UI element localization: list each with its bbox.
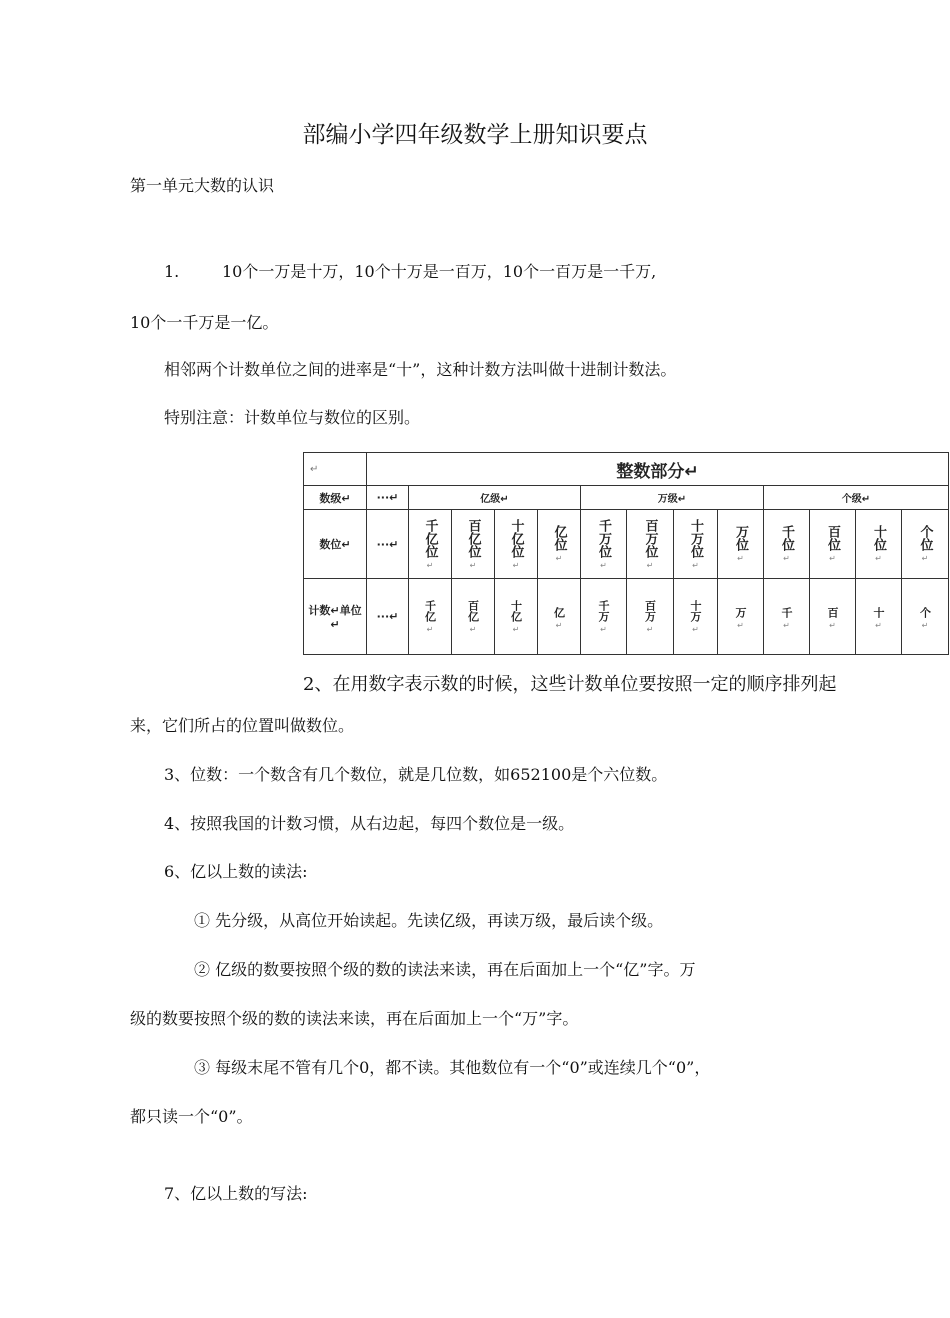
reading-rule-3-line1: ③ 每级末尾不管有几个0，都不读。其他数位有一个“0”或连续几个“0”，: [194, 1058, 711, 1077]
return-mark: ↵: [469, 624, 477, 634]
return-mark: ↵: [829, 621, 836, 630]
position-label: 百亿位: [465, 518, 481, 558]
return-mark: ↵: [512, 624, 520, 634]
position-label: 千位: [779, 525, 794, 551]
unit-cell: [409, 579, 452, 655]
position-cell: [810, 510, 856, 579]
level-dots: ···↵: [367, 486, 409, 510]
unit-cell: [627, 579, 674, 655]
item1-line1: 10个一万是十万，10个十万是一百万，10个一百万是一千万,: [222, 262, 657, 281]
page-title: 部编小学四年级数学上册知识要点: [302, 122, 648, 148]
position-label: 万位: [733, 525, 748, 551]
row-label-position: 数位↵: [304, 510, 367, 579]
unit-cell: [810, 579, 856, 655]
item1-line2: 10个一千万是一亿。: [130, 313, 279, 332]
item4-paragraph: 4、按照我国的计数习惯，从右边起，每四个数位是一级。: [164, 814, 575, 833]
place-value-table: [303, 452, 949, 655]
position-cell: [856, 510, 902, 579]
return-mark: ↵: [875, 621, 882, 630]
position-cell: [581, 510, 627, 579]
item1-number: 1.: [164, 262, 180, 281]
return-mark: ↵: [921, 554, 929, 563]
return-mark: ↵: [426, 624, 434, 634]
return-mark: ↵: [829, 554, 836, 563]
table-corner-cell: ↵: [304, 453, 367, 486]
unit-label: 千亿: [423, 599, 437, 622]
position-cell: [538, 510, 581, 579]
return-mark: ↵: [783, 554, 790, 563]
unit-cell: [452, 579, 495, 655]
return-mark: ↵: [600, 624, 607, 634]
position-label: 个位: [917, 525, 933, 551]
position-dots: ···↵: [367, 510, 409, 579]
return-mark: ↵: [692, 624, 699, 634]
unit-cell: [581, 579, 627, 655]
position-label: 百万位: [642, 518, 658, 558]
position-cell: [452, 510, 495, 579]
unit-label: 十亿: [509, 599, 523, 622]
return-mark: ↵: [646, 624, 654, 634]
position-label: 千亿位: [422, 518, 438, 558]
unit-label: 千: [780, 607, 793, 618]
unit-cell: [718, 579, 764, 655]
position-cell: [409, 510, 452, 579]
unit-cell: [495, 579, 538, 655]
item2-line1: 2、在用数字表示数的时候，这些计数单位要按照一定的顺序排列起: [303, 674, 837, 695]
group-wan: 万级↵: [581, 486, 764, 510]
unit-cell: [764, 579, 810, 655]
unit-label: 百万: [643, 599, 657, 622]
table-header-integer-part: 整数部分↵: [367, 453, 949, 486]
return-mark: ↵: [555, 554, 563, 563]
item2-line2: 来，它们所占的位置叫做数位。: [130, 716, 355, 735]
item3-paragraph: 3、位数：一个数含有几个数位，就是几位数，如652100是个六位数。: [164, 765, 668, 784]
position-cell: [674, 510, 718, 579]
reading-rule-2-line2: 级的数要按照个级的数的读法来读，再在后面加上一个“万”字。: [130, 1009, 579, 1028]
position-label: 百位: [825, 525, 840, 551]
unit-dots: ···↵: [367, 579, 409, 655]
position-cell: [902, 510, 949, 579]
unit-cell: [856, 579, 902, 655]
item7-heading: 7、亿以上数的写法:: [164, 1184, 308, 1203]
return-mark: ↵: [646, 560, 654, 570]
unit-heading: 第一单元大数的认识: [130, 176, 275, 195]
unit-label: 百: [826, 607, 839, 618]
return-mark: ↵: [783, 621, 790, 630]
position-label: 十位: [871, 525, 886, 551]
unit-cell: [902, 579, 949, 655]
return-mark: ↵: [555, 621, 563, 630]
return-mark: ↵: [737, 621, 744, 630]
row-label-unit-text: 计数↵单位↵: [308, 604, 362, 631]
position-cell: [764, 510, 810, 579]
position-cell: [495, 510, 538, 579]
position-label: 十亿位: [508, 518, 524, 558]
unit-label: 十: [872, 607, 885, 618]
return-mark: ↵: [469, 560, 477, 570]
position-label: 千万位: [596, 518, 611, 558]
decimal-system-paragraph: 相邻两个计数单位之间的进率是“十”，这种计数方法叫做十进制计数法。: [164, 360, 677, 379]
position-cell: [627, 510, 674, 579]
position-label: 亿位: [551, 525, 567, 551]
unit-label: 万: [734, 607, 747, 618]
unit-label: 十万: [689, 599, 702, 622]
return-mark: ↵: [921, 621, 929, 630]
unit-label: 千万: [597, 599, 610, 622]
return-mark: ↵: [875, 554, 882, 563]
reading-rule-2-line1: ② 亿级的数要按照个级的数的读法来读，再在后面加上一个“亿”字。万: [194, 960, 696, 979]
position-cell: [718, 510, 764, 579]
group-yi: 亿级↵: [409, 486, 581, 510]
group-ge: 个级↵: [764, 486, 949, 510]
unit-cell: [674, 579, 718, 655]
return-mark: ↵: [737, 554, 744, 563]
unit-cell: [538, 579, 581, 655]
note-paragraph: 特别注意：计数单位与数位的区别。: [164, 408, 421, 427]
unit-label: 个: [918, 607, 932, 618]
return-mark: ↵: [426, 560, 434, 570]
position-label: 十万位: [688, 518, 703, 558]
reading-rule-3-line2: 都只读一个“0”。: [130, 1107, 253, 1126]
unit-label: 百亿: [466, 599, 480, 622]
reading-rule-1: ① 先分级，从高位开始读起。先读亿级，再读万级，最后读个级。: [194, 911, 664, 930]
row-label-level: 数级↵: [304, 486, 367, 510]
unit-label: 亿: [552, 607, 566, 618]
return-mark: ↵: [512, 560, 520, 570]
item6-heading: 6、亿以上数的读法:: [164, 862, 308, 881]
row-label-unit: [304, 579, 367, 655]
return-mark: ↵: [692, 560, 699, 570]
return-mark: ↵: [600, 560, 607, 570]
